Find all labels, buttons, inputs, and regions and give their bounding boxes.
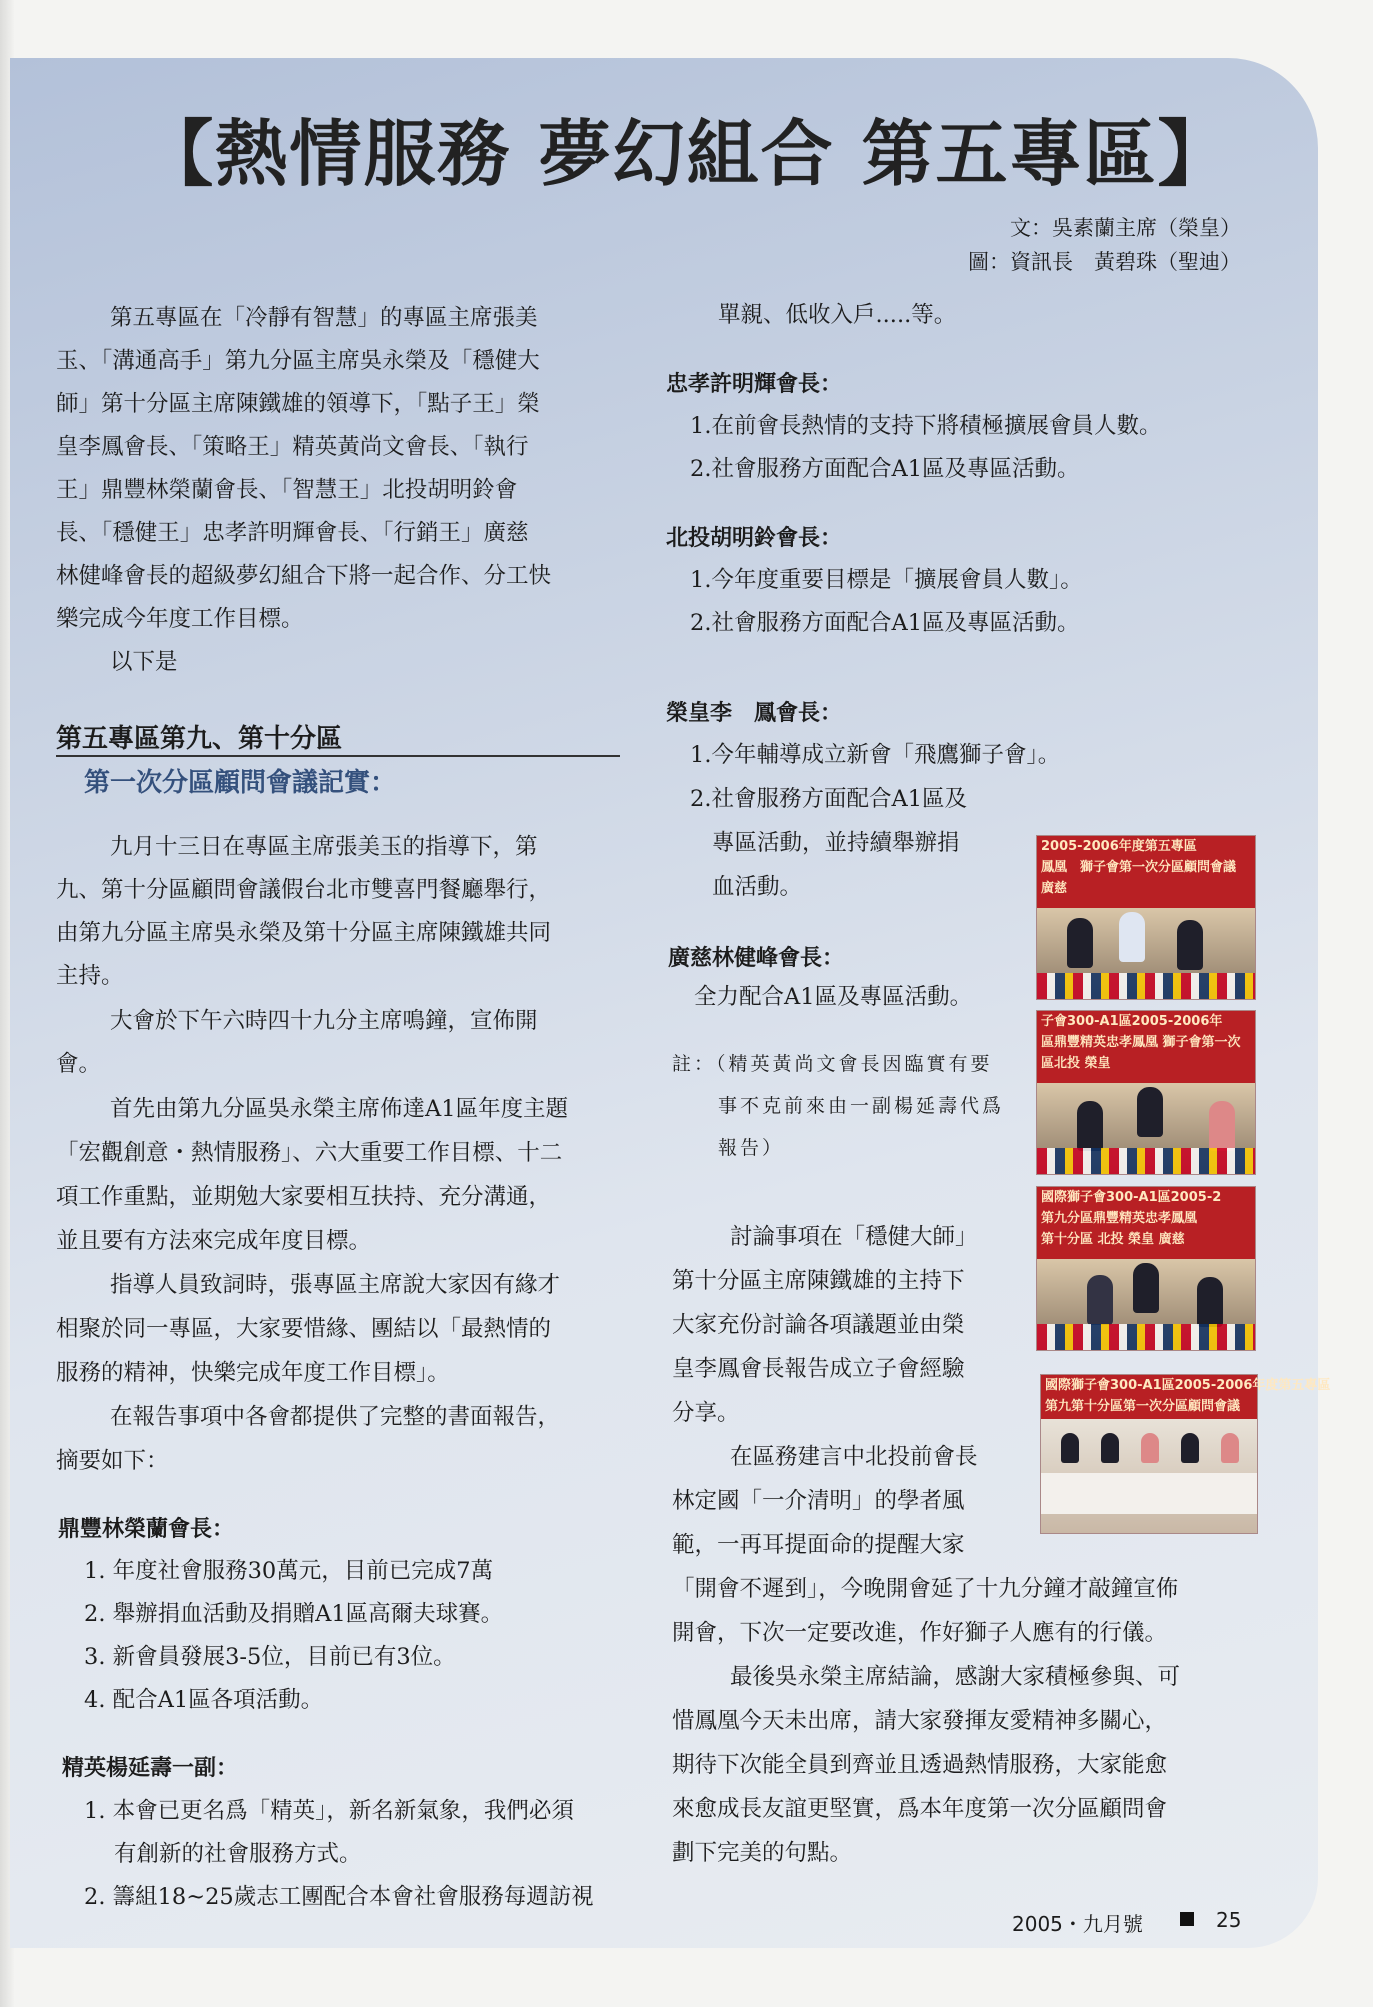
intro-line: 玉、「溝通高手」第九分區主席吳永榮及「穩健大 — [56, 348, 540, 374]
meeting-photo-1: 2005-2006年度第五專區 鳳凰 獅子會第一次分區顧問會議 廣慈 — [1036, 835, 1256, 1000]
body-line: 第十分區主席陳鐵雄的主持下 — [672, 1268, 965, 1294]
club-item: 1. 年度社會服務30萬元，目前已完成7萬 — [84, 1558, 494, 1584]
body-line: 在報告事項中各會都提供了完整的書面報告， — [110, 1404, 561, 1430]
body-line: 期待下次能全員到齊並且透過熱情服務，大家能愈 — [672, 1752, 1168, 1778]
club-item: 2. 籌組18~25歲志工團配合本會社會服務每週訪視 — [84, 1884, 594, 1910]
club-item: 4. 配合A1區各項活動。 — [84, 1687, 324, 1713]
body-line: 惜鳳凰今天未出席，請大家發揮友愛精神多關心， — [672, 1708, 1168, 1734]
section-subheading: 第一次分區顧問會議記實： — [84, 768, 397, 798]
club-item: 1.今年度重要目標是「擴展會員人數」。 — [690, 567, 1083, 593]
club-heading-zhongxiao: 忠孝許明輝會長： — [666, 372, 843, 397]
body-line: 九、第十分區顧問會議假台北市雙喜門餐廳舉行， — [56, 877, 552, 903]
body-line: 最後吳永榮主席結論，感謝大家積極參與、可 — [730, 1664, 1181, 1690]
footnote-line: 註：（精英黃尚文會長因臨實有要 — [672, 1053, 993, 1075]
club-item: 2.社會服務方面配合A1區及專區活動。 — [690, 456, 1080, 482]
body-line: 服務的精神，快樂完成年度工作目標」。 — [56, 1360, 450, 1386]
club-item: 3. 新會員發展3-5位，目前已有3位。 — [84, 1644, 456, 1670]
body-line: 開會，下次一定要改進，作好獅子人應有的行儀。 — [672, 1620, 1168, 1646]
body-line: 九月十三日在專區主席張美玉的指導下，第 — [110, 834, 538, 860]
club-item: 1.在前會長熱情的支持下將積極擴展會員人數。 — [690, 413, 1162, 439]
body-line: 項工作重點，並期勉大家要相互扶持、充分溝通， — [56, 1184, 552, 1210]
meeting-photo-3: 國際獅子會300-A1區2005-2 第九分區鼎豐精英忠孝鳳凰 第十分區 北投 榮皇 廣慈 — [1036, 1186, 1256, 1351]
intro-line: 皇李鳳會長、「策略王」精英黃尚文會長、「執行 — [56, 434, 529, 460]
body-line: 討論事項在「穩健大師」 — [730, 1224, 978, 1250]
club-heading-beitou: 北投胡明鈴會長： — [666, 526, 843, 551]
body-line: 劃下完美的句點。 — [672, 1840, 853, 1866]
intro-line: 師」第十分區主席陳鐵雄的領導下，「點子王」榮 — [56, 391, 540, 417]
club-item: 2.社會服務方面配合A1區及專區活動。 — [690, 610, 1080, 636]
intro-line: 王」鼎豐林榮蘭會長、「智慧王」北投胡明鈴會 — [56, 477, 518, 503]
intro-line: 樂完成今年度工作目標。 — [56, 606, 304, 632]
body-line: 大家充份討論各項議題並由榮 — [672, 1312, 965, 1338]
body-line: 「宏觀創意・熱情服務」、六大重要工作目標、十二 — [56, 1140, 563, 1166]
intro-line: 林健峰會長的超級夢幻組合下將一起合作、分工快 — [56, 563, 552, 589]
meeting-photo-4: 國際獅子會300-A1區2005-2006年度第五專區 第九第十分區第一次分區顧問會議 — [1040, 1374, 1258, 1534]
meeting-photo-2: 子會300-A1區2005-2006年 區鼎豐精英忠孝鳳凰 獅子會第一次 區北投 榮皇 — [1036, 1010, 1256, 1175]
body-line: 在區務建言中北投前會長 — [730, 1444, 978, 1470]
body-line: 相聚於同一專區，大家要惜緣、團結以「最熱情的 — [56, 1316, 552, 1342]
club-heading-dingfeng: 鼎豐林榮蘭會長： — [58, 1517, 235, 1542]
intro-line: 第五專區在「冷靜有智慧」的專區主席張美 — [110, 305, 538, 331]
footer-square-icon — [1180, 1912, 1194, 1926]
body-line: 首先由第九分區吳永榮主席佈達A1區年度主題 — [110, 1096, 569, 1122]
footnote-line: 事不克前來由一副楊延壽代爲 — [718, 1095, 1005, 1117]
body-line: 來愈成長友誼更堅實，爲本年度第一次分區顧問會 — [672, 1796, 1168, 1822]
intro-line: 長、「穩健王」忠孝許明輝會長、「行銷王」廣慈 — [56, 520, 529, 546]
club-heading-guangci: 廣慈林健峰會長： — [668, 946, 845, 971]
body-line: 單親、低收入戶.....等。 — [718, 302, 957, 328]
body-line: 會。 — [56, 1051, 102, 1077]
body-line: 主持。 — [56, 963, 124, 989]
footer-issue: 2005・九月號 — [1012, 1912, 1143, 1936]
footnote-line: 報告） — [718, 1137, 785, 1159]
section-rule — [56, 755, 620, 757]
page-number: 25 — [1216, 1908, 1242, 1932]
club-heading-elite: 精英楊延壽一副： — [62, 1756, 239, 1781]
body-line: 皇李鳳會長報告成立子會經驗 — [672, 1356, 965, 1382]
body-line: 並且要有方法來完成年度目標。 — [56, 1228, 372, 1254]
club-item: 血活動。 — [712, 874, 803, 900]
body-line: 範，一再耳提面命的提醒大家 — [672, 1532, 965, 1558]
club-item: 1.今年輔導成立新會「飛鷹獅子會」。 — [690, 742, 1061, 768]
club-heading-ronghuang: 榮皇李 鳳會長： — [666, 701, 843, 726]
club-item: 有創新的社會服務方式。 — [114, 1841, 362, 1867]
author-credit: 文：吳素蘭主席（榮皇） — [1010, 216, 1241, 240]
intro-tail: 以下是 — [110, 649, 178, 675]
body-line: 「開會不遲到」，今晚開會延了十九分鐘才敲鐘宣佈 — [672, 1576, 1179, 1602]
body-line: 指導人員致詞時，張專區主席說大家因有緣才 — [110, 1272, 561, 1298]
body-line: 大會於下午六時四十九分主席鳴鐘，宣佈開 — [110, 1008, 538, 1034]
photo-credit: 圖：資訊長 黃碧珠（聖迪） — [968, 250, 1241, 274]
body-line: 摘要如下： — [56, 1448, 169, 1474]
club-item: 全力配合A1區及專區活動。 — [694, 984, 973, 1010]
section-heading: 第五專區第九、第十分區 — [56, 724, 343, 754]
body-line: 由第九分區主席吳永榮及第十分區主席陳鐵雄共同 — [56, 920, 552, 946]
club-item: 2.社會服務方面配合A1區及 — [690, 786, 968, 812]
club-item: 專區活動，並持續舉辦捐 — [712, 830, 960, 856]
club-item: 2. 舉辦捐血活動及捐贈A1區高爾夫球賽。 — [84, 1601, 504, 1627]
article-title: 【熱情服務 夢幻組合 第五專區】 — [141, 111, 1232, 196]
body-line: 林定國「一介清明」的學者風 — [672, 1488, 965, 1514]
body-line: 分享。 — [672, 1400, 740, 1426]
club-item: 1. 本會已更名爲「精英」，新名新氣象，我們必須 — [84, 1798, 574, 1824]
